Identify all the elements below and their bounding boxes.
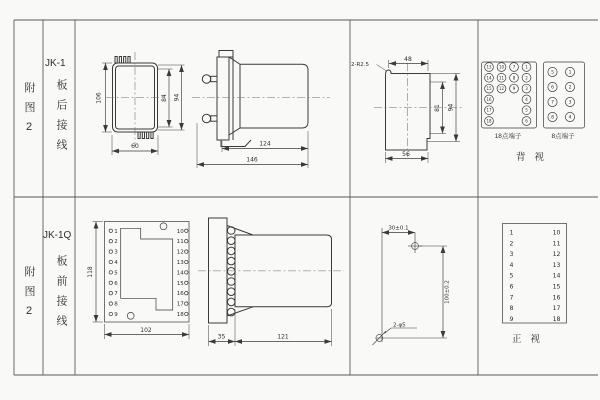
side-view-jk1q bbox=[209, 218, 332, 323]
dim-100: 100±0.2 bbox=[444, 280, 451, 304]
svg-text:1: 1 bbox=[525, 64, 528, 70]
dim-121: 121 bbox=[277, 333, 289, 341]
svg-text:14: 14 bbox=[486, 75, 492, 81]
plate-hole-top bbox=[160, 223, 167, 230]
mounting-plate-jk1q bbox=[105, 222, 190, 323]
row1-figure-label: 附图2 bbox=[23, 82, 35, 142]
row2-view-label: 正视 bbox=[512, 334, 550, 345]
dim-146: 146 bbox=[246, 156, 258, 164]
terminal-block-8-label: 8点端子 bbox=[551, 133, 575, 140]
svg-text:7: 7 bbox=[114, 291, 118, 298]
terminal-numbers-18 bbox=[486, 65, 528, 124]
svg-text:13: 13 bbox=[486, 64, 492, 70]
svg-text:17: 17 bbox=[176, 301, 184, 308]
svg-text:18: 18 bbox=[176, 312, 184, 318]
dim-48: 48 bbox=[404, 56, 412, 63]
row2-model-label: JK-1Q bbox=[43, 230, 72, 241]
terminal-table-numbers bbox=[510, 230, 561, 323]
svg-text:3: 3 bbox=[114, 249, 118, 256]
svg-text:18: 18 bbox=[552, 315, 561, 323]
svg-text:10: 10 bbox=[552, 229, 561, 237]
svg-text:1: 1 bbox=[509, 229, 514, 237]
dimension-lines bbox=[96, 63, 456, 342]
svg-text:1: 1 bbox=[568, 70, 572, 76]
svg-text:12: 12 bbox=[552, 251, 561, 259]
dim-56: 56 bbox=[402, 151, 410, 158]
svg-text:6: 6 bbox=[114, 280, 118, 287]
plate-cutout-outline bbox=[121, 228, 173, 310]
dim-106: 106 bbox=[95, 92, 103, 104]
svg-text:11: 11 bbox=[498, 75, 505, 81]
center-lines bbox=[106, 52, 462, 271]
svg-text:9: 9 bbox=[512, 86, 516, 92]
row1-wiring-label: 板后接线 bbox=[55, 79, 67, 159]
svg-text:3: 3 bbox=[509, 251, 514, 259]
row1-view-label: 背视 bbox=[516, 152, 554, 163]
svg-text:9: 9 bbox=[114, 312, 118, 318]
svg-text:11: 11 bbox=[176, 239, 184, 246]
svg-text:11: 11 bbox=[552, 240, 561, 248]
svg-text:7: 7 bbox=[509, 294, 514, 302]
svg-text:10: 10 bbox=[176, 228, 184, 235]
svg-text:10: 10 bbox=[498, 64, 505, 70]
svg-text:15: 15 bbox=[176, 280, 184, 287]
svg-text:2: 2 bbox=[568, 85, 572, 91]
row2-wiring-label: 板前接线 bbox=[55, 255, 67, 335]
svg-text:2: 2 bbox=[509, 240, 514, 248]
svg-text:5: 5 bbox=[509, 272, 514, 280]
dim-102: 102 bbox=[140, 327, 152, 334]
svg-text:14: 14 bbox=[552, 272, 561, 280]
terminal-block-18 bbox=[482, 62, 537, 128]
dim-81: 81 bbox=[434, 104, 441, 112]
plate-terminal-numbers bbox=[114, 229, 184, 318]
svg-text:2: 2 bbox=[114, 239, 118, 246]
svg-text:6: 6 bbox=[525, 118, 528, 124]
svg-text:4: 4 bbox=[509, 261, 514, 269]
svg-text:13: 13 bbox=[552, 261, 561, 269]
row1-model-label: JK-1 bbox=[45, 58, 66, 69]
svg-text:6: 6 bbox=[509, 283, 514, 291]
svg-text:4: 4 bbox=[114, 260, 118, 266]
svg-text:4: 4 bbox=[568, 115, 572, 121]
dim-94: 94 bbox=[173, 93, 181, 102]
dim-60: 60 bbox=[131, 143, 139, 150]
svg-text:3: 3 bbox=[525, 86, 528, 92]
terminal-circles-18 bbox=[485, 63, 531, 126]
svg-text:16: 16 bbox=[176, 291, 184, 298]
svg-text:1: 1 bbox=[114, 228, 118, 235]
svg-text:16: 16 bbox=[552, 294, 561, 302]
svg-text:16: 16 bbox=[486, 96, 492, 102]
dim-30: 30±0.1 bbox=[388, 225, 409, 232]
dim-84: 84 bbox=[160, 94, 168, 102]
dim-35: 35 bbox=[217, 333, 226, 341]
svg-text:17: 17 bbox=[552, 305, 561, 313]
svg-text:9: 9 bbox=[509, 315, 514, 323]
svg-text:5: 5 bbox=[525, 107, 528, 113]
svg-text:8: 8 bbox=[114, 301, 118, 308]
note-2-phi5: 2-φ5 bbox=[393, 322, 406, 329]
svg-text:14: 14 bbox=[176, 270, 184, 277]
svg-text:12: 12 bbox=[498, 86, 505, 92]
svg-text:6: 6 bbox=[551, 85, 554, 91]
dim-124: 124 bbox=[259, 140, 271, 148]
svg-text:7: 7 bbox=[551, 100, 554, 106]
terminal-block-18-label: 18点端子 bbox=[494, 133, 522, 140]
dimension-labels bbox=[87, 56, 455, 341]
svg-text:8: 8 bbox=[512, 75, 516, 81]
svg-text:15: 15 bbox=[552, 283, 561, 291]
svg-text:5: 5 bbox=[114, 270, 118, 277]
svg-text:4: 4 bbox=[525, 96, 528, 102]
svg-text:15: 15 bbox=[486, 86, 492, 92]
svg-text:8: 8 bbox=[509, 305, 514, 313]
plate-hole-bottom bbox=[127, 312, 134, 319]
terminal-block-8 bbox=[544, 62, 585, 128]
terminal-table-jk1q bbox=[503, 224, 567, 324]
svg-text:3: 3 bbox=[568, 100, 572, 106]
svg-text:12: 12 bbox=[176, 249, 184, 256]
note-2-r2.5: 2-R2.5 bbox=[351, 62, 370, 68]
dim-118: 118 bbox=[87, 266, 94, 278]
row2-figure-label: 附图2 bbox=[23, 266, 35, 326]
svg-text:13: 13 bbox=[176, 260, 184, 266]
drill-plan-jk1q bbox=[373, 225, 448, 345]
svg-text:7: 7 bbox=[512, 64, 516, 70]
svg-text:5: 5 bbox=[551, 70, 554, 76]
dim-94-cutout: 94 bbox=[447, 103, 455, 112]
svg-text:17: 17 bbox=[486, 107, 492, 113]
svg-text:8: 8 bbox=[551, 115, 554, 121]
side-screw-circles bbox=[227, 227, 235, 316]
extension-lines bbox=[93, 60, 461, 346]
svg-text:2: 2 bbox=[525, 75, 528, 81]
svg-text:18: 18 bbox=[486, 118, 492, 124]
side-view-jk1 bbox=[202, 51, 308, 147]
